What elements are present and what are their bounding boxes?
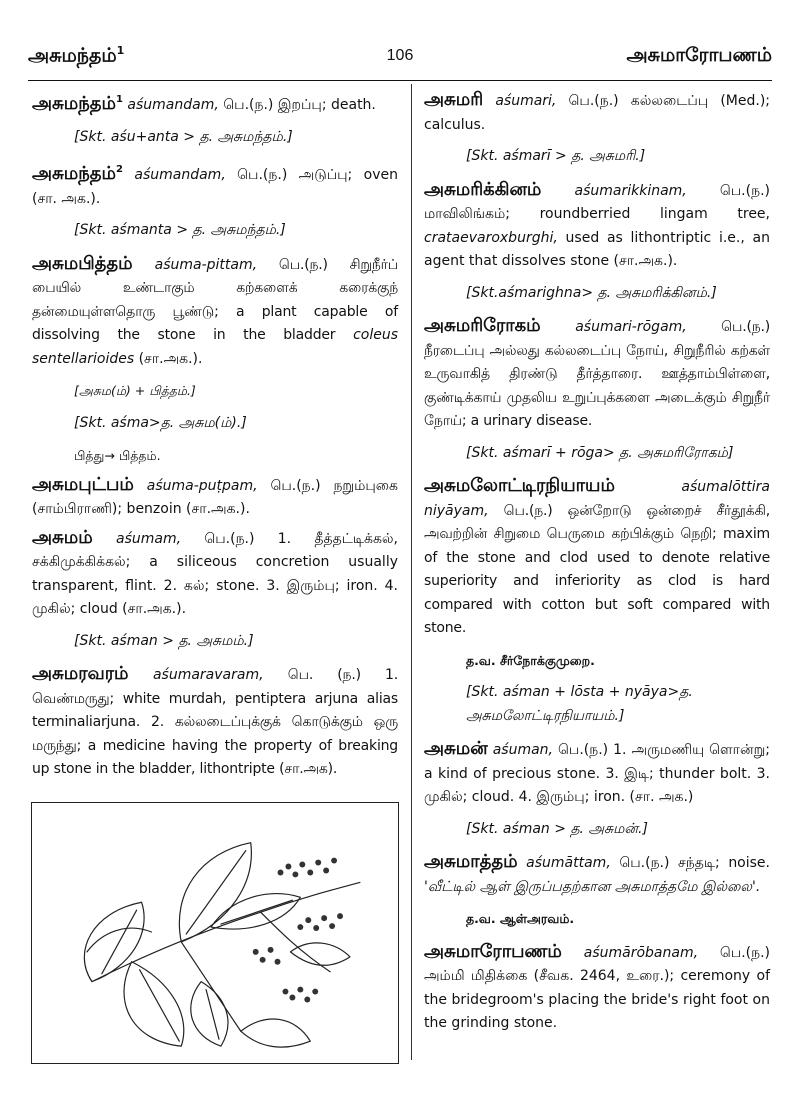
cross-reference: பித்து→ பித்தம். bbox=[74, 448, 161, 463]
definition: பெ.(ந.) நறும்புகை (சாம்பிராணி); benzoin (சா.அக.). bbox=[32, 477, 399, 517]
definition: பெ.(ந.) அம்மி மிதிக்கை (சீவக. 2464, உரை.); ceremony of the bridegroom's placing the bride's right foot on the grinding stone. bbox=[424, 944, 771, 1031]
column-divider bbox=[411, 84, 412, 1060]
headword: அசுமலோட்டிரநியாயம் bbox=[424, 475, 615, 496]
transliteration: aśumārōbanam, bbox=[583, 944, 699, 961]
entry-asuman bbox=[424, 737, 770, 810]
page-header bbox=[28, 40, 772, 74]
entry-asumari-rogam bbox=[424, 314, 770, 434]
transliteration: aśumāttam, bbox=[526, 855, 611, 871]
definition: பெ.(ந.) கல்லடைப்பு (Med.); calculus. bbox=[424, 93, 770, 133]
headword: அசுமரிரோகம் bbox=[424, 315, 541, 336]
definition: பெ.(ந.) சந்தடி; noise. bbox=[610, 855, 770, 871]
header-right-word: அசுமாரோபணம் bbox=[626, 44, 772, 66]
headword: அசுமன் bbox=[424, 738, 488, 759]
definition: பெ.(ந.) ஒன்றோடு ஒன்றைச் சீர்தூக்கி, அவற்றின் சிறுமை பெருமை கற்பிக்கும் நெறி; maxim of the stone and clod used to denote relative superiority and inferiority as clod is hard compared with cotton but soft compared with stone. bbox=[424, 502, 770, 636]
plant-illustration-frame bbox=[31, 802, 399, 1064]
definition: பெ.(ந.) 1. அருமணியு ளொன்று; a kind of precious stone. 3. இடி; thunder bolt. 3. முகில்; cloud. 4. இரும்பு; iron. (சா. அக.) bbox=[424, 742, 770, 805]
headword: அசுமாத்தம் bbox=[424, 851, 518, 872]
transliteration: aśumarikkinam, bbox=[574, 182, 687, 199]
entry-asumattam bbox=[424, 850, 770, 899]
headword: அசுமரிக்கினம் bbox=[424, 178, 542, 200]
transliteration: aśuma-puṭpam, bbox=[146, 477, 258, 494]
etymology: [Skt.aśmarighna> த. அசுமரிக்கினம்.] bbox=[466, 284, 717, 301]
entry-asumandam-2 bbox=[32, 158, 398, 211]
definition: பெ. (ந.) 1. வெண்மருது; white murdah, pentiptera arjuna alias terminaliarjuna. 2. கல்லடைப்புக்குக் கொடுக்கும் ஒரு மருந்து; a medicine having the property of breaking up stone in the bladder, lithontripte (சா.அக). bbox=[32, 667, 399, 777]
etymology: [Skt. aśman > த. அசுமம்.] bbox=[74, 632, 254, 649]
transliteration: aśumam, bbox=[116, 530, 182, 547]
right-column bbox=[424, 88, 770, 1040]
headword: அசுமாரோபணம் bbox=[424, 940, 562, 962]
entry-asumarobanam bbox=[424, 940, 770, 1036]
etymology: [Skt. aśma>த. அசும(ம்).] bbox=[74, 414, 247, 431]
etymology: [Skt. aśman + lōsta + nyāya>த. அசுமலோட்டிரநியாயம்.] bbox=[466, 684, 693, 724]
headword: அசுமந்தம்$^2$ bbox=[32, 163, 123, 184]
headword: அசுமந்தம்$^1$ bbox=[32, 93, 123, 114]
etymology: [Skt. aśmarī + rōga> த. அசுமரிரோகம்] bbox=[466, 444, 734, 461]
entry-asumaravaram bbox=[32, 662, 398, 782]
tamil-equivalent-note: த.வ. சீர்நோக்குமுறை. bbox=[466, 652, 595, 668]
definition: பெ.(ந.) 1. தீத்தட்டிக்கல், சக்கிமுக்கிக்கல்; a siliceous concretion usually transparent, flint. 2. கல்; stone. 3. இரும்பு; iron. 4. முகில்; cloud (சா.அக.). bbox=[32, 530, 398, 617]
etymology-note: [அசும(ம்) + பித்தம்.] bbox=[74, 383, 196, 398]
definition-end: used as lithontriptic i.e., an agent that dissolves stone (சா.அக.). bbox=[424, 229, 770, 269]
header-left-word: அசுமந்தம்$^1$ bbox=[28, 44, 125, 67]
definition-end: (சா.அக.). bbox=[134, 350, 203, 367]
etymology: [Skt. aśmanta > த. அசுமந்தம்.] bbox=[74, 222, 286, 238]
entry-asumapittam bbox=[32, 252, 398, 372]
transliteration: aśumalōttira niyāyam, bbox=[424, 479, 770, 519]
entry-asumam bbox=[32, 526, 398, 622]
etymology: [Skt. aśu+anta > த. அசுமந்தம்.] bbox=[74, 128, 293, 145]
transliteration: aśumari-rōgam, bbox=[575, 319, 687, 335]
headword: அசுமபித்தம் bbox=[32, 252, 133, 274]
definition-italic: crataevaroxburghi, bbox=[424, 229, 558, 246]
definition-italic: coleus sentellarioides bbox=[32, 327, 398, 367]
header-rule bbox=[28, 80, 772, 81]
transliteration: aśuma-pittam, bbox=[154, 256, 258, 273]
etymology: [Skt. aśmarī > த. அசுமரி.] bbox=[466, 148, 646, 164]
entry-asumalottira-niyayam bbox=[424, 474, 770, 641]
entry-asumarikkinam bbox=[424, 178, 770, 274]
transliteration: aśumandam, bbox=[134, 167, 226, 183]
transliteration: aśumandam, bbox=[127, 97, 219, 113]
definition: பெ.(ந.) இறப்பு; death. bbox=[218, 97, 376, 113]
tamil-equivalent-note: த.வ. ஆள்அரவம். bbox=[466, 911, 575, 926]
definition: பெ.(ந.) நீரடைப்பு அல்லது கல்லடைப்பு நோய், சிறுநீரில் கற்கள் உருவாகித் திரண்டு தீர்த்தாரை. ஊத்தாம்பிள்ளை, குண்டிக்காய் முதலிய உறுப்புக்களை அடைக்கும் சிறுநீர் நோய்; a urinary disease. bbox=[424, 319, 770, 429]
headword: அசுமம் bbox=[32, 526, 93, 548]
etymology: [Skt. aśman > த. அசுமன்.] bbox=[466, 820, 648, 837]
transliteration: aśumaravaram, bbox=[152, 667, 264, 683]
definition: பெ.(ந.) மாவிலிங்கம்; roundberried lingam tree, bbox=[424, 182, 770, 222]
plant-illustration bbox=[32, 803, 398, 1063]
headword: அசுமரி bbox=[424, 89, 484, 110]
definition: பெ.(ந.) அடுப்பு; oven (சா. அக.). bbox=[32, 167, 399, 207]
left-column bbox=[32, 88, 398, 786]
headword: அசுமரவரம் bbox=[32, 663, 129, 684]
transliteration: aśuman, bbox=[492, 742, 553, 758]
page-number: 106 bbox=[386, 47, 414, 64]
definition: பெ.(ந.) சிறுநீர்ப் பையில் உண்டாகும் கற்களைக் கரைக்குந் தன்மையுள்ளதொரு பூண்டு; a plant capable of dissolving the stone in the bladder bbox=[32, 256, 398, 343]
headword: அசுமபுட்பம் bbox=[32, 473, 134, 495]
entry-asumari bbox=[424, 88, 770, 137]
usage-example: 'வீட்டில் ஆள் இருப்பதற்கான அசுமாத்தமே இல்லை'. bbox=[424, 878, 761, 895]
entry-asumandam-1 bbox=[32, 88, 398, 118]
entry-asumaputpam bbox=[32, 473, 398, 522]
transliteration: aśumari, bbox=[495, 93, 557, 109]
